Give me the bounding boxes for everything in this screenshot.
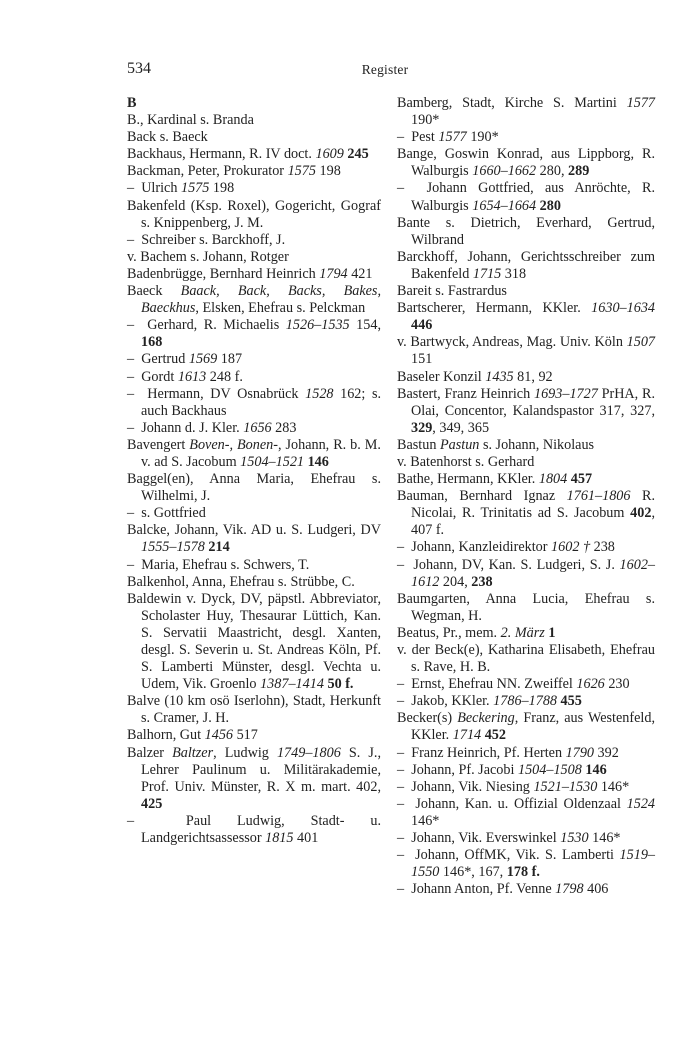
entry-text: Johann Anton, Pf. Venne (411, 881, 556, 898)
page-ref-bold: 238 (471, 573, 493, 590)
entry-text: v. Bartwyck, Andreas, Mag. Univ. Köln (397, 334, 627, 351)
page-ref-bold: 446 (411, 317, 433, 334)
index-entry (127, 283, 381, 317)
date-italic: 1575 (287, 163, 316, 180)
entry-text: Bastun (397, 436, 440, 453)
index-entry (397, 642, 655, 676)
index-entry (127, 522, 381, 556)
entry-text: Baldewin v. Dyck, DV, päpstl. Abbreviator, Scholaster Huy, Thesaurar Lüttich, Kan. S. Servatii Maastricht, desgl. Xanten, desgl. S. Severin u. St. Andreas Köln, Pf. S. Lamberti Münster, desgl. Vechta u. Udem, Vik. Groenlo (127, 590, 381, 693)
page-ref-bold: 280 (539, 197, 561, 214)
entry-text: Bartscherer, Hermann, KKler. (397, 300, 592, 317)
page-ref-bold: 402 (630, 505, 652, 522)
entry-text: 280, (536, 163, 569, 180)
date-italic: 1519–1550 (411, 847, 655, 881)
date-italic: 1790 (565, 744, 594, 761)
entry-text: Bamberg, Stadt, Kirche S. Martini (397, 95, 627, 111)
index-entry (127, 317, 381, 351)
entry-text: Johann, OffMK, Vik. S. Lamberti (415, 847, 620, 864)
entry-text: Bavengert (127, 436, 190, 453)
entry-text: Balzer (127, 744, 173, 761)
index-entry (397, 215, 655, 249)
entry-text: Baggel(en), Anna Maria, Ehefrau s. Wilhelmi, J. (127, 471, 381, 505)
index-entry (127, 693, 381, 727)
entry-text: 146* (597, 778, 630, 795)
date-italic: 1507 (626, 334, 655, 351)
page-ref-bold: 289 (568, 163, 590, 180)
entry-text: 230 (604, 676, 630, 693)
entry-text: 146* (588, 830, 621, 847)
index-entry (127, 198, 381, 232)
entry-text: s. Johann, Nikolaus (479, 436, 595, 453)
entry-text: 154, (349, 317, 382, 334)
entry-text: 146*, 167, (439, 864, 507, 881)
index-column-right (397, 95, 655, 898)
date-italic: 1715 (472, 265, 502, 282)
entry-text: v. Batenhorst s. Gerhard (397, 453, 535, 470)
entry-text: S. J., Lehrer Paulinum u. Militärakademie, Prof. Univ. Münster, R. X m. mart. 402, (141, 744, 381, 795)
left-entry-list (127, 112, 381, 847)
entry-text: Gerhard, R. Michaelis (147, 317, 286, 334)
entry-text: , 407 f. (411, 505, 655, 539)
index-entry (397, 386, 655, 437)
date-italic: 1435 (485, 368, 514, 385)
entry-text: 401 (293, 830, 319, 847)
index-entry (397, 881, 655, 898)
entry-text: 190* (411, 112, 440, 129)
index-entry (127, 591, 381, 694)
index-column-left (127, 95, 381, 847)
index-entry (397, 283, 655, 300)
index-entry (397, 369, 655, 386)
index-entry (397, 710, 655, 744)
right-entry-list (397, 95, 655, 898)
index-entry (127, 249, 381, 266)
entry-text: Ulrich (141, 180, 181, 197)
index-entry (127, 180, 381, 197)
index-entry (127, 557, 381, 574)
index-entry (127, 232, 381, 249)
entry-text: 198 (315, 163, 341, 180)
date-italic: 1656 (243, 419, 272, 436)
index-entry (127, 386, 381, 420)
index-entry (397, 180, 655, 214)
entry-text: , 349, 365 (432, 419, 490, 436)
index-entry (127, 574, 381, 591)
entry-text: Balve (10 km osö Iserlohn), Stadt, Herkunft s. Cramer, J. H. (127, 693, 381, 727)
page-ref-bold: 50 f. (327, 676, 354, 693)
entry-text: 187 (217, 351, 243, 368)
entry-text: 392 (594, 744, 619, 761)
entry-text: 204, (439, 573, 472, 590)
index-entry (127, 146, 381, 163)
date-italic: 1749–1806 (276, 744, 341, 761)
page-ref-bold: 1 (548, 624, 556, 641)
entry-text: 406 (583, 881, 609, 898)
entry-text: Baumgarten, Anna Lucia, Ehefrau s. Wegman, H. (397, 590, 655, 624)
entry-text: Pest (411, 129, 439, 146)
index-entry (397, 454, 655, 471)
entry-text: Backman, Peter, Prokurator (127, 163, 288, 180)
index-entry (397, 847, 655, 881)
entry-text: Johann, Kan. u. Offizial Oldenzaal (415, 795, 627, 812)
index-entry (397, 830, 655, 847)
entry-text: Badenbrügge, Bernhard Heinrich (127, 265, 320, 282)
index-entry (397, 95, 655, 129)
index-entry (127, 129, 381, 146)
index-entry (397, 557, 655, 591)
date-italic: 1577 (438, 129, 467, 146)
date-italic: 1528 (305, 385, 334, 402)
entry-text: Balkenhol, Anna, Ehefrau s. Strübbe, C. (127, 573, 355, 590)
entry-text: , Franz, aus Westenfeld, KKler. (411, 710, 655, 744)
date-italic: 1504–1521 (240, 453, 305, 470)
entry-text: Bange, Goswin Konrad, aus Lippborg, R. Walburgis (397, 146, 655, 180)
date-italic: 1794 (319, 265, 348, 282)
entry-text: Schreiber s. Barckhoff, J. (141, 231, 286, 248)
page-ref-bold: 146 (585, 761, 607, 778)
page-ref-bold: 245 (347, 146, 369, 163)
index-entry (127, 266, 381, 283)
entry-text: Barckhoff, Johann, Gerichtsschreiber zum Bakenfeld (397, 248, 655, 282)
entry-text: Johann, Vik. Everswinkel (411, 830, 561, 847)
entry-text: 190* (466, 129, 499, 146)
index-entry (127, 471, 381, 505)
index-entry (397, 762, 655, 779)
index-entry (397, 471, 655, 488)
page-ref-bold: 146 (307, 453, 329, 470)
page-ref-bold: 457 (570, 471, 593, 488)
index-entry (127, 813, 381, 847)
section-letter: B (127, 95, 137, 111)
date-italic: 1786–1788 (493, 693, 557, 710)
entry-text: 238 (590, 539, 615, 556)
date-italic: 1693–1727 (533, 385, 598, 402)
date-italic: 1524 (626, 795, 655, 812)
index-entry (127, 745, 381, 813)
entry-text: 248 f. (206, 368, 243, 385)
entry-text: Johann, Pf. Jacobi (411, 761, 518, 778)
date-italic: 1602–1612 (411, 556, 655, 590)
index-entry (397, 249, 655, 283)
entry-text: Ernst, Ehefrau NN. Zweiffel (411, 676, 577, 693)
entry-text: Balhorn, Gut (127, 727, 205, 744)
date-italic: 1815 (265, 830, 294, 847)
page-ref-bold: 425 (141, 795, 163, 812)
entry-text: 198 (209, 180, 235, 197)
index-entry (127, 369, 381, 386)
entry-text: Bante s. Dietrich, Everhard, Gertrud, Wilbrand (397, 214, 655, 248)
entry-text: Backhaus, Hermann, R. IV doct. (127, 146, 316, 163)
date-italic: 1575 (180, 180, 210, 197)
index-entry (127, 163, 381, 180)
index-entry (127, 727, 381, 744)
date-italic: Boven-, Bonen- (189, 436, 278, 453)
index-entry (397, 146, 655, 180)
index-entry (397, 745, 655, 762)
running-head: Register (361, 62, 409, 77)
entry-text: Gertrud (141, 351, 189, 368)
entry-text: B., Kardinal s. Branda (127, 112, 254, 129)
date-italic: 1456 (204, 727, 234, 744)
entry-text: R. Nicolai, R. Trinitatis ad S. Jacobum (411, 488, 655, 522)
entry-text: 318 (501, 265, 527, 282)
date-italic: 1609 (315, 146, 344, 163)
entry-text: Johann, Vik. Niesing (411, 778, 534, 795)
entry-text: 283 (271, 419, 297, 436)
index-entry (127, 505, 381, 522)
entry-text: 146* (411, 812, 440, 829)
page-number: 534 (127, 60, 151, 77)
index-entry (397, 129, 655, 146)
date-italic: 1714 (452, 727, 482, 744)
date-italic: 1798 (555, 881, 584, 898)
entry-text: , Johann, R. b. M. v. ad S. Jacobum (141, 436, 381, 470)
date-italic: 1387–1414 (260, 676, 324, 693)
index-entry (397, 693, 655, 710)
page-ref-bold: 168 (141, 334, 163, 351)
index-entry (397, 539, 655, 556)
date-italic: 1530 (560, 830, 589, 847)
date-italic: 1504–1508 (517, 761, 582, 778)
date-italic: 1804 (538, 471, 568, 488)
page-ref-bold: 214 (208, 539, 230, 556)
date-italic: 1569 (188, 351, 218, 368)
entry-text: Bareit s. Fastrardus (397, 283, 507, 300)
entry-text: Bathe, Hermann, KKler. (397, 471, 539, 488)
index-entry (397, 625, 655, 642)
entry-text: 517 (233, 727, 258, 744)
date-italic: Pastun (439, 436, 480, 453)
index-entry (397, 779, 655, 796)
date-italic: 1555–1578 (141, 539, 205, 556)
entry-text: Johann d. J. Kler. (141, 419, 244, 436)
entry-text: Baseler Konzil (397, 368, 486, 385)
date-italic: 1602 † (551, 539, 591, 556)
entry-text: s. Gottfried (141, 505, 206, 522)
index-entry (397, 334, 655, 368)
entry-text: Hermann, DV Osnabrück (147, 385, 306, 402)
index-entry (397, 488, 655, 539)
entry-text: Maria, Ehefrau s. Schwers, T. (141, 556, 310, 573)
index-entry (127, 112, 381, 129)
index-entry (397, 796, 655, 830)
date-italic: 2. März (500, 624, 545, 641)
entry-text: v. der Beck(e), Katharina Elisabeth, Ehefrau s. Rave, H. B. (397, 642, 655, 676)
date-italic: Beckering (457, 710, 515, 727)
entry-text: Bakenfeld (Ksp. Roxel), Gogericht, Gograf s. Knippenberg, J. M. (127, 197, 381, 231)
entry-text: Franz Heinrich, Pf. Herten (411, 744, 566, 761)
entry-text: Bauman, Bernhard Ignaz (397, 488, 567, 505)
index-entry (127, 351, 381, 368)
index-entry (127, 437, 381, 471)
date-italic: 1577 (626, 95, 655, 111)
entry-text: 162; s. auch Backhaus (141, 385, 382, 419)
entry-text: PrHA, R. Olai, Concentor, Kalandspastor 317, 327, (411, 385, 656, 419)
entry-text: Back s. Baeck (127, 129, 208, 146)
date-italic: 1526–1535 (285, 317, 350, 334)
entry-text: Baeck (127, 283, 181, 300)
index-entry (127, 420, 381, 437)
entry-text: Johann, Kanzleidirektor (411, 539, 552, 556)
page-ref-bold: 452 (484, 727, 506, 744)
page-ref-bold: 329 (411, 419, 433, 436)
date-italic: 1521–1530 (533, 778, 598, 795)
entry-text: Johann Gottfried, aus Anröchte, R. Walburgis (411, 180, 655, 214)
entry-text: Becker(s) (397, 710, 458, 727)
index-entry (397, 437, 655, 454)
entry-text: , Ludwig (213, 744, 277, 761)
entry-text: v. Bachem s. Johann, Rotger (127, 248, 289, 265)
index-entry (397, 300, 655, 334)
date-italic: Baltzer (172, 744, 214, 761)
entry-text: Balcke, Johann, Vik. AD u. S. Ludgeri, DV (127, 522, 381, 539)
entry-text: Beatus, Pr., mem. (397, 624, 501, 641)
entry-text: 151 (411, 351, 433, 368)
date-italic: 1626 (576, 676, 605, 693)
page-ref-bold: 455 (560, 693, 582, 710)
entry-text: 81, 92 (513, 368, 553, 385)
index-entry (397, 591, 655, 625)
date-italic: Baack, Back, Backs, Bakes, Baeckhus (141, 283, 381, 317)
page-ref-bold: 178 f. (506, 864, 540, 881)
index-entry (397, 676, 655, 693)
date-italic: 1654–1664 (472, 197, 537, 214)
date-italic: 1660–1662 (472, 163, 537, 180)
date-italic: 1613 (177, 368, 207, 385)
entry-text: , Elsken, Ehefrau s. Pelckman (195, 300, 366, 317)
entry-text: Jakob, KKler. (411, 693, 494, 710)
entry-text: Bastert, Franz Heinrich (397, 385, 534, 402)
entry-text: Paul Ludwig, Stadt- u. Landgerichtsassessor (141, 812, 382, 847)
entry-text: Johann, DV, Kan. S. Ludgeri, S. J. (413, 556, 620, 573)
date-italic: 1761–1806 (566, 488, 631, 505)
date-italic: 1630–1634 (591, 300, 655, 317)
entry-text: Gordt (141, 368, 178, 385)
entry-text: 421 (347, 265, 373, 282)
